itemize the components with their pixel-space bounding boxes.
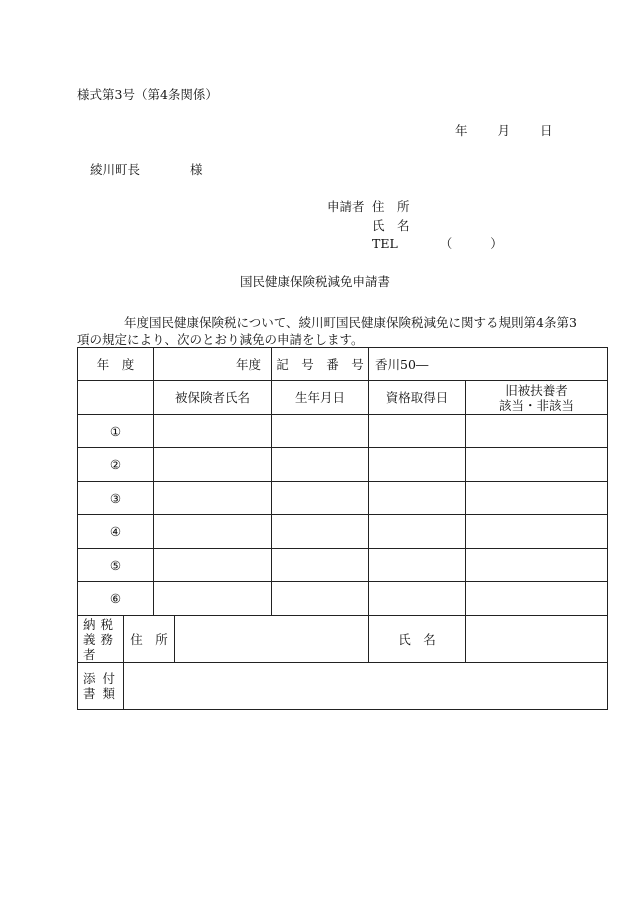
table-row bbox=[78, 515, 608, 549]
header-row bbox=[78, 381, 608, 415]
addressee bbox=[90, 160, 203, 178]
intro-line-2: 項の規定により、次のとおり減免の申請をします。 bbox=[77, 332, 364, 347]
attachments-label: 添付書類 bbox=[83, 671, 123, 701]
form-number: 様式第3号（第4条関係） bbox=[77, 87, 218, 102]
applicant-name-label: 氏 名 bbox=[372, 218, 410, 233]
table-row bbox=[78, 448, 608, 482]
applicant-address-label: 住 所 bbox=[372, 199, 410, 214]
code-label-cell bbox=[272, 348, 369, 381]
taxpayer-label-cell bbox=[78, 616, 124, 663]
qualification-date-cell[interactable] bbox=[369, 448, 466, 482]
dependent-cell[interactable] bbox=[466, 515, 608, 549]
insured-name-cell[interactable] bbox=[154, 582, 272, 616]
dependent-cell[interactable] bbox=[466, 482, 608, 515]
insured-name-cell[interactable] bbox=[154, 448, 272, 482]
applicant-tel bbox=[372, 234, 503, 252]
qualification-date-header-text: 資格取得日 bbox=[385, 390, 449, 405]
date-line: 年 月 日 bbox=[455, 123, 553, 138]
addressee-name: 綾川町長 bbox=[90, 162, 141, 177]
birth-date-cell[interactable] bbox=[272, 582, 369, 616]
birth-date-cell[interactable] bbox=[272, 515, 369, 549]
row-number: ① bbox=[78, 415, 154, 448]
taxpayer-label: 納税義務者 bbox=[83, 616, 119, 662]
taxpayer-address-label: 住 所 bbox=[130, 631, 168, 647]
taxpayer-address-cell[interactable] bbox=[175, 616, 369, 663]
attachments-cell[interactable] bbox=[124, 663, 608, 710]
qualification-date-header bbox=[369, 381, 466, 415]
honorific: 様 bbox=[190, 162, 203, 177]
intro-line-1: 年度国民健康保険税について、綾川町国民健康保険税減免に関する規則第4条第3 bbox=[124, 315, 577, 330]
birth-date-cell[interactable] bbox=[272, 415, 369, 448]
dependent-header bbox=[466, 381, 608, 415]
dependent-cell[interactable] bbox=[466, 415, 608, 448]
birth-date-cell[interactable] bbox=[272, 482, 369, 515]
tel-parenthesis: （ ） bbox=[439, 236, 503, 251]
attachments-row bbox=[78, 663, 608, 710]
application-table bbox=[77, 347, 608, 710]
insured-name-header bbox=[154, 381, 272, 415]
year-suffix: 年度 bbox=[235, 356, 261, 372]
insured-name-cell[interactable] bbox=[154, 549, 272, 582]
year-input-cell[interactable] bbox=[154, 348, 272, 381]
table-row bbox=[78, 582, 608, 616]
row-number: ③ bbox=[78, 482, 154, 515]
year-label-cell bbox=[78, 348, 154, 381]
qualification-date-cell[interactable] bbox=[369, 415, 466, 448]
code-label: 記 号 番 号 bbox=[276, 356, 364, 372]
taxpayer-name-label: 氏 名 bbox=[398, 631, 436, 647]
qualification-date-cell[interactable] bbox=[369, 482, 466, 515]
taxpayer-name-label-cell bbox=[369, 616, 466, 663]
code-value: 香川50― bbox=[375, 356, 429, 372]
year-row bbox=[78, 348, 608, 381]
birth-date-header-text: 生年月日 bbox=[294, 390, 345, 405]
taxpayer-row bbox=[78, 616, 608, 663]
taxpayer-address-label-cell bbox=[124, 616, 175, 663]
row-number: ⑥ bbox=[78, 582, 154, 616]
insured-name-cell[interactable] bbox=[154, 482, 272, 515]
insured-name-header-text: 被保険者氏名 bbox=[174, 390, 250, 405]
dependent-cell[interactable] bbox=[466, 448, 608, 482]
code-value-cell[interactable] bbox=[369, 348, 608, 381]
qualification-date-cell[interactable] bbox=[369, 582, 466, 616]
dependent-cell[interactable] bbox=[466, 582, 608, 616]
row-number: ② bbox=[78, 448, 154, 482]
dependent-header-line2: 該当・非該当 bbox=[498, 397, 574, 413]
tel-label: TEL bbox=[372, 236, 398, 251]
table-row bbox=[78, 415, 608, 448]
document-title: 国民健康保険税減免申請書 bbox=[239, 274, 390, 289]
birth-date-header bbox=[272, 381, 369, 415]
qualification-date-cell[interactable] bbox=[369, 515, 466, 549]
dependent-header-line1: 旧被扶養者 bbox=[505, 382, 568, 398]
taxpayer-name-cell[interactable] bbox=[466, 616, 608, 663]
table-row bbox=[78, 482, 608, 515]
insured-name-cell[interactable] bbox=[154, 515, 272, 549]
applicant-label: 申請者 bbox=[327, 199, 365, 214]
qualification-date-cell[interactable] bbox=[369, 549, 466, 582]
birth-date-cell[interactable] bbox=[272, 448, 369, 482]
table-row bbox=[78, 549, 608, 582]
insured-name-cell[interactable] bbox=[154, 415, 272, 448]
attachments-label-cell bbox=[78, 663, 124, 710]
header-blank-cell bbox=[78, 381, 154, 415]
dependent-cell[interactable] bbox=[466, 549, 608, 582]
birth-date-cell[interactable] bbox=[272, 549, 369, 582]
row-number: ⑤ bbox=[78, 549, 154, 582]
row-number: ④ bbox=[78, 515, 154, 549]
year-label: 年 度 bbox=[96, 356, 135, 372]
